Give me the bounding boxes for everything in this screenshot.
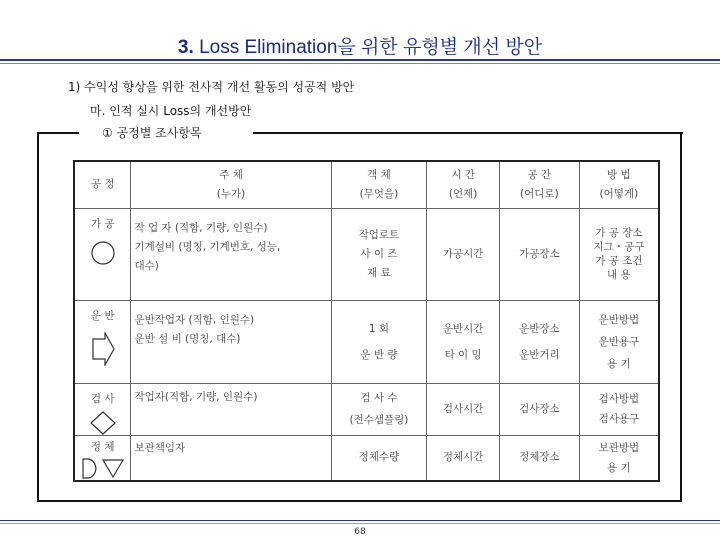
title-text: Loss Elimination을 위한 유형별 개선 방안 [199, 37, 543, 58]
object-cell: 1 회 운 반 량 [331, 300, 427, 383]
subsection-heading: 마. 인적 실시 Loss의 개선방안 [90, 104, 252, 118]
process-cell [74, 208, 131, 300]
survey-items-table [73, 160, 660, 482]
header-time: 시 간 (언제) [427, 161, 500, 208]
page-title [0, 32, 720, 59]
title-divider [0, 59, 720, 61]
arrow-icon [90, 332, 116, 366]
space-cell: 가공장소 [500, 208, 580, 300]
time-cell: 가공시간 [427, 208, 500, 300]
footer-divider-thin [0, 523, 720, 524]
header-space: 공 간 (어디로) [500, 161, 580, 208]
space-cell: 운반장소 운반거리 [500, 300, 580, 383]
space-cell: 검사장소 [500, 383, 580, 435]
circle-icon [90, 240, 116, 266]
delay-storage-icon [81, 457, 125, 479]
header-subject: 주 체 (누가) [131, 161, 331, 208]
time-cell: 검사시간 [427, 383, 500, 435]
subject-cell: 보관책임자 [131, 435, 331, 481]
subject-cell: 작 업 자 (직함, 기량, 인원수) 기계설비 (명칭, 기계번호, 성능, 대수) [131, 208, 331, 300]
table-row [74, 435, 659, 481]
page-number: 68 [354, 527, 366, 537]
process-label: 정 체 [90, 440, 115, 453]
object-cell: 정체수량 [331, 435, 427, 481]
method-cell: 보관방법 용 기 [579, 435, 659, 481]
title-divider-thin [0, 63, 720, 64]
header-method: 방 법 (어떻게) [579, 161, 659, 208]
process-label: 가 공 [90, 217, 115, 230]
title-number: 3. [177, 37, 194, 58]
object-cell: 검 사 수 (전수샘플링) [331, 383, 427, 435]
frame-heading: ① 공정별 조사항목 [102, 126, 202, 140]
header-object: 객 체 (무엇을) [331, 161, 427, 208]
time-cell: 정체시간 [427, 435, 500, 481]
subject-cell: 운반작업자 (직함, 인원수) 운반 설 비 (명칭, 대수) [131, 300, 331, 383]
table-header-row [74, 161, 659, 208]
table-row [74, 383, 659, 435]
table-row [74, 208, 659, 300]
table-row [74, 300, 659, 383]
footer-divider [0, 520, 720, 521]
diamond-icon [90, 411, 116, 435]
time-cell: 운반시간 타 이 밍 [427, 300, 500, 383]
section-heading: 1) 수익성 향상을 위한 전사적 개선 활동의 성공적 방안 [68, 80, 355, 94]
process-cell [74, 300, 131, 383]
space-cell: 정체장소 [500, 435, 580, 481]
method-cell: 검사방법 검사용구 [579, 383, 659, 435]
process-label: 운 반 [90, 309, 115, 322]
subject-cell: 작업자(직함, 기량, 인원수) [131, 383, 331, 435]
method-cell: 운반방법 운반용구 용 기 [579, 300, 659, 383]
process-cell [74, 435, 131, 481]
method-cell: 가 공 장소 지그・공구 가 공 조건 내 용 [579, 208, 659, 300]
process-label: 검 사 [90, 392, 115, 405]
header-process: 공 정 [74, 161, 131, 208]
process-cell [74, 383, 131, 435]
object-cell: 작업로트 사 이 즈 재 료 [331, 208, 427, 300]
